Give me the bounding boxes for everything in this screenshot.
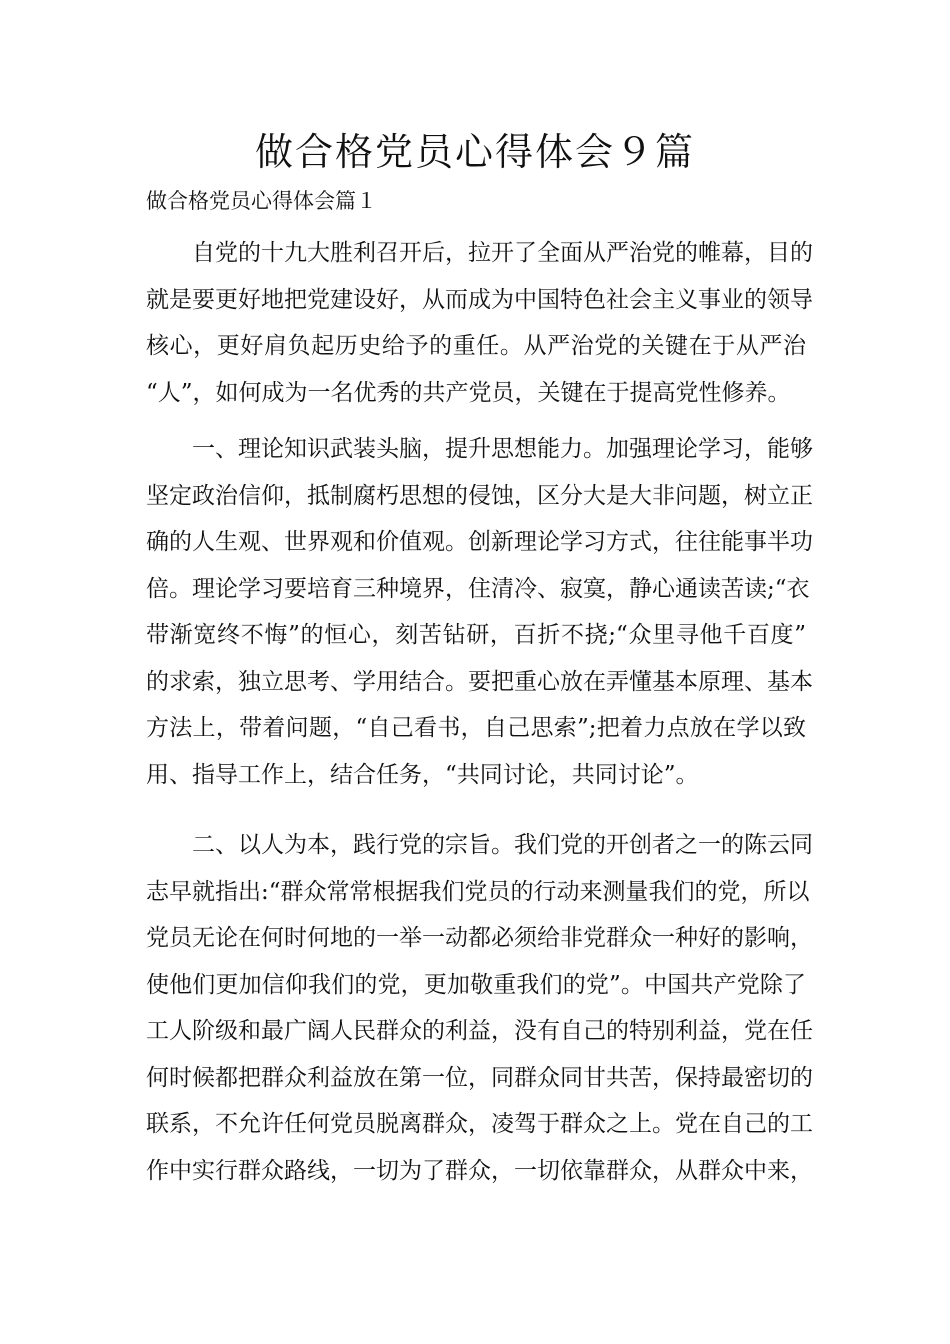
paragraph-line: 使他们更加信仰我们的党，更加敬重我们的党”。中国共产党除了	[146, 971, 806, 998]
paragraph-line: 带渐宽终不悔”的恒心，刻苦钻研，百折不挠;“众里寻他千百度”	[146, 622, 806, 648]
paragraph-line: 倍。理论学习要培育三种境界，住清冷、寂寞，静心通读苦读;“衣	[146, 575, 810, 602]
paragraph-2	[146, 426, 813, 798]
paragraph-line: 方法上，带着问题，“自己看书，自己思索”;把着力点放在学以致	[146, 715, 806, 741]
paragraph-line: 一、理论知识武装头脑，提升思想能力。加强理论学习，能够	[192, 436, 813, 462]
paragraph-line: 坚定政治信仰，抵制腐朽思想的侵蚀，区分大是大非问题，树立正	[146, 482, 813, 509]
paragraph-3	[146, 822, 813, 1194]
paragraph-line: 作中实行群众路线，一切为了群众，一切依靠群众，从群众中来，	[146, 1157, 813, 1184]
paragraph-line: 确的人生观、世界观和价值观。创新理论学习方式，往往能事半功	[146, 529, 813, 555]
paragraph-line: 的求索，独立思考、学用结合。要把重心放在弄懂基本原理、基本	[146, 668, 813, 695]
paragraph-line: “人”，如何成为一名优秀的共产党员，关键在于提高党性修养。	[146, 379, 791, 406]
paragraph-1	[146, 230, 813, 416]
paragraph-line: 党员无论在何时何地的一举一动都必须给非党群众一种好的影响，	[146, 925, 813, 951]
paragraph-line: 工人阶级和最广阔人民群众的利益，没有自己的特别利益，党在任	[146, 1018, 813, 1044]
paragraph-line: 自党的十九大胜利召开后，拉开了全面从严治党的帷幕，目的	[192, 240, 813, 266]
paragraph-line: 志早就指出:“群众常常根据我们党员的行动来测量我们的党，所以	[146, 878, 810, 905]
paragraph-line: 联系，不允许任何党员脱离群众，凌驾于群众之上。党在自己的工	[146, 1111, 813, 1137]
paragraph-line: 就是要更好地把党建设好，从而成为中国特色社会主义事业的领导	[146, 286, 813, 313]
paragraph-line: 二、以人为本，践行党的宗旨。我们党的开创者之一的陈云同	[192, 832, 813, 858]
paragraph-line: 何时候都把群众利益放在第一位，同群众同甘共苦，保持最密切的	[146, 1064, 813, 1091]
paragraph-line: 用、指导工作上，结合任务，“共同讨论，共同讨论”。	[146, 761, 699, 788]
document-title: 做合格党员心得体会９篇	[254, 130, 695, 174]
paragraph-line: 核心，更好肩负起历史给予的重任。从严治党的关键在于从严治	[146, 333, 806, 359]
document-subtitle: 做合格党员心得体会篇１	[146, 189, 377, 213]
